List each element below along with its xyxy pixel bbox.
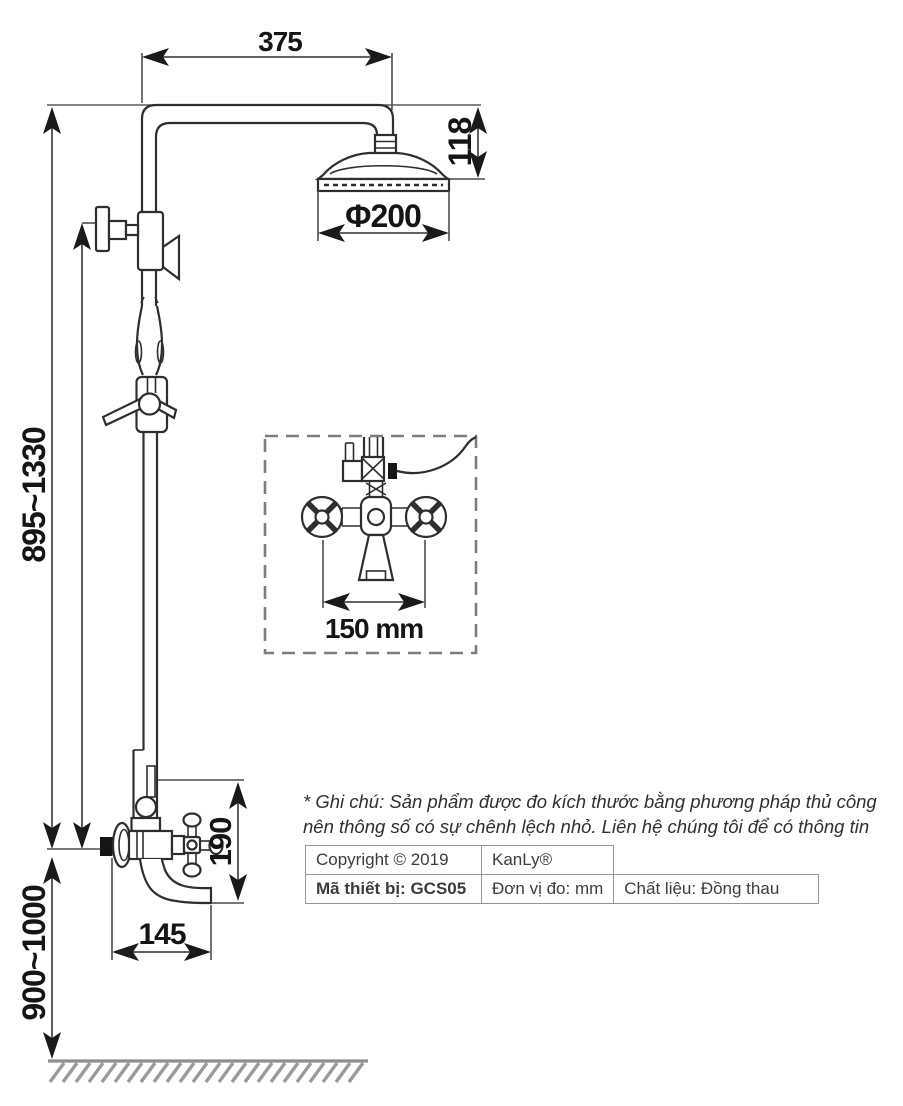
faucet-drop-label: 190 [203, 817, 238, 867]
tub-spout [140, 859, 211, 903]
head-height-label: 118 [442, 117, 478, 167]
brand-cell: KanLy® [482, 846, 614, 875]
shower-hose-curve [397, 437, 476, 473]
dim-head-diameter [318, 191, 449, 242]
hand-shower-holder [163, 236, 179, 279]
empty-cell [614, 846, 819, 875]
install-height-label: 900~1000 [16, 885, 52, 1021]
dim-column-height [16, 107, 100, 849]
ground-hatching [50, 1063, 363, 1082]
spout-reach-label: 145 [138, 918, 186, 951]
hose-nipple [388, 463, 397, 479]
measurement-note [303, 789, 903, 839]
faucet-body [129, 831, 172, 859]
detail-mixer-drawing [302, 437, 476, 580]
pull-rod [147, 766, 155, 797]
dim-arm-width [142, 26, 392, 110]
table-row [306, 875, 819, 904]
table-row [306, 846, 819, 875]
detail-spout [359, 535, 393, 580]
unit-cell: Đơn vị đo: mm [482, 875, 614, 904]
shower-head [318, 135, 449, 191]
bracket-knob [96, 207, 109, 251]
note-line-2: nên thông số có sự chênh lệch nhỏ. Liên hệ chúng tôi để có thông tin [303, 816, 870, 837]
note-line-1: * Ghi chú: Sản phẩm được đo kích thước bằng phương pháp thủ công [303, 791, 877, 812]
diverter-valve [103, 377, 176, 432]
slide-bracket [96, 207, 179, 279]
diverter-knob [136, 797, 156, 817]
device-code-cell: Mã thiết bị: GCS05 [306, 875, 482, 904]
head-diameter-label: Φ200 [345, 198, 421, 234]
arm-width-label: 375 [258, 26, 302, 57]
dim-head-height [442, 107, 487, 179]
material-cell: Chất liệu: Đồng thau [614, 875, 819, 904]
dim-install-height [16, 857, 61, 1059]
column-height-label: 895~1330 [16, 427, 52, 563]
handle-spacing-label: 150 mm [324, 613, 424, 644]
hand-shower-wand [136, 297, 164, 375]
wall-anchor [100, 837, 113, 856]
info-table [305, 845, 819, 904]
copyright-cell: Copyright © 2019 [306, 846, 482, 875]
left-cross-handle [302, 497, 342, 537]
ground-line [48, 1061, 368, 1082]
right-cross-handle [406, 497, 446, 537]
